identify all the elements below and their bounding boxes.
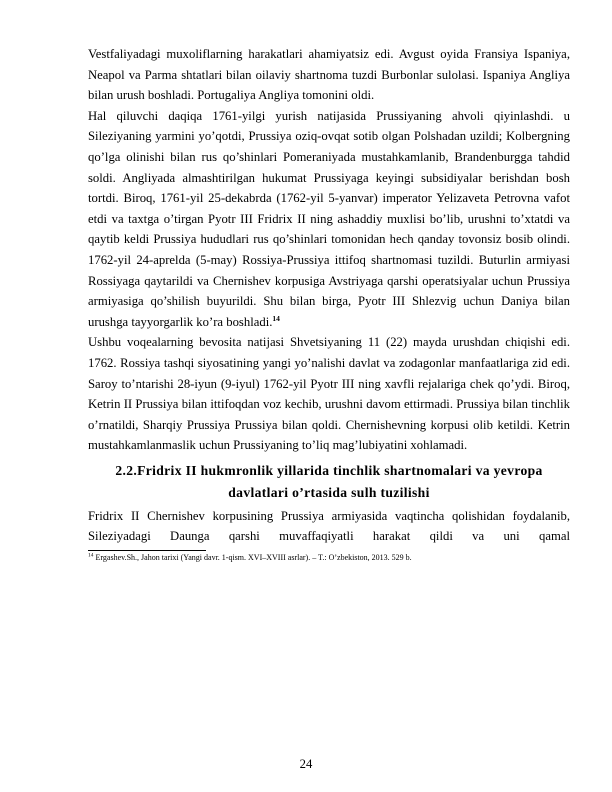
footnote-number: 14 — [88, 552, 94, 559]
document-page — [88, 44, 570, 564]
footnote — [88, 552, 570, 564]
paragraph-2-text: Hal qiluvchi daqiqa 1761-yilgi yurish natijasida Prussiyaning ahvoli qiyinlashdi. u Sileziyaning yarmini yo’qotdi, Prussiya oziq-ovqat sotib olgan Polshadan uzildi; Kolbergning qo’lga olinishi bilan rus qo’shinlari Pomeraniyada mustahkamlanib, Brandenburgga tahdid soldi. Angliyada almashtirilgan hukumat Prussiyaga keyingi subsidiyalar berishdan bosh tortdi. Biroq, 1761-yil 25-dekabrda (1762-yil 5-yanvar) imperator Yelizaveta Petrovna vafot etdi va taxtga o’tirgan Pyotr III Fridrix II ning ashaddiy muxlisi bo’lib, urushni to’xtatdi va qaytib keldi Prussiya hududlari rus qo’shinlari tomonidan hech qanday tovonsiz bosib olindi. 1762-yil 24-aprelda (5-may) Rossiya-Prussiya ittifoq shartnomasi tuzildi. Buturlin armiyasi Rossiyaga qaytarildi va Chernishev korpusiga Avstriyaga qarshi operatsiyalar uchun Prussiya armiyasiga qo’shilish buyurildi. Shu bilan birga, Pyotr III Shlezvig uchun Daniya bilan urushga tayyorgarlik ko’ra boshladi. — [88, 108, 570, 329]
section-heading-line-2: davlatlari o’rtasida sulh tuzilishi — [228, 484, 430, 500]
footnote-divider — [88, 550, 206, 551]
footnote-reference[interactable]: 14 — [272, 313, 280, 323]
section-heading — [88, 460, 570, 504]
paragraph-1: Vestfaliyadagi muxoliflarning harakatlari ahamiyatsiz edi. Avgust oyida Fransiya Ispaniya, Neapol va Parma shtatlari bilan oilaviy shartnoma tuzdi Burbonlar sulolasi. Ispaniya Angliya bilan urush boshladi. Portugaliya Angliya tomonini oldi. — [88, 47, 570, 103]
paragraph-2 — [88, 106, 570, 333]
paragraph-4: Fridrix II Chernishev korpusining Prussiya armiyasida vaqtincha qolishidan foydalanib, Sileziyadagi Daunga qarshi muvaffaqiyatli harakat qildi va uni qamal — [88, 508, 570, 544]
page-number: 24 — [299, 757, 313, 771]
section-heading-line-1: 2.2.Fridrix II hukmronlik yillarida tinchlik shartnomalari va yevropa — [115, 462, 543, 478]
paragraph-3: Ushbu voqealarning bevosita natijasi Shvetsiyaning 11 (22) mayda urushdan chiqishi edi. 1762. Rossiya tashqi siyosatining yangi yo’nalishi davlat va zodagonlar manfaatlariga zid edi. Saroy to’ntarishi 28-iyun (9-iyul) 1762-yil Pyotr III ning xavfli rejalariga chek qo’ydi. Biroq, Ketrin II Prussiya bilan ittifoqdan voz kechib, urushni davom ettirmadi. Prussiya bilan tinchlik o’rnatildi, Sharqiy Prussiya Prussiya bilan qoldi. Chernishevning korpusi olib ketildi. Ketrin mustahkamlanmaslik uchun Prussiyaning to’liq mag’lubiyatini xohlamadi. — [88, 335, 570, 453]
footnote-text: Ergashev.Sh., Jahon tarixi (Yangi davr. 1-qism. XVI–XVIII asrlar). – T.: O’zbekiston, 2013. 529 b. — [95, 553, 412, 563]
